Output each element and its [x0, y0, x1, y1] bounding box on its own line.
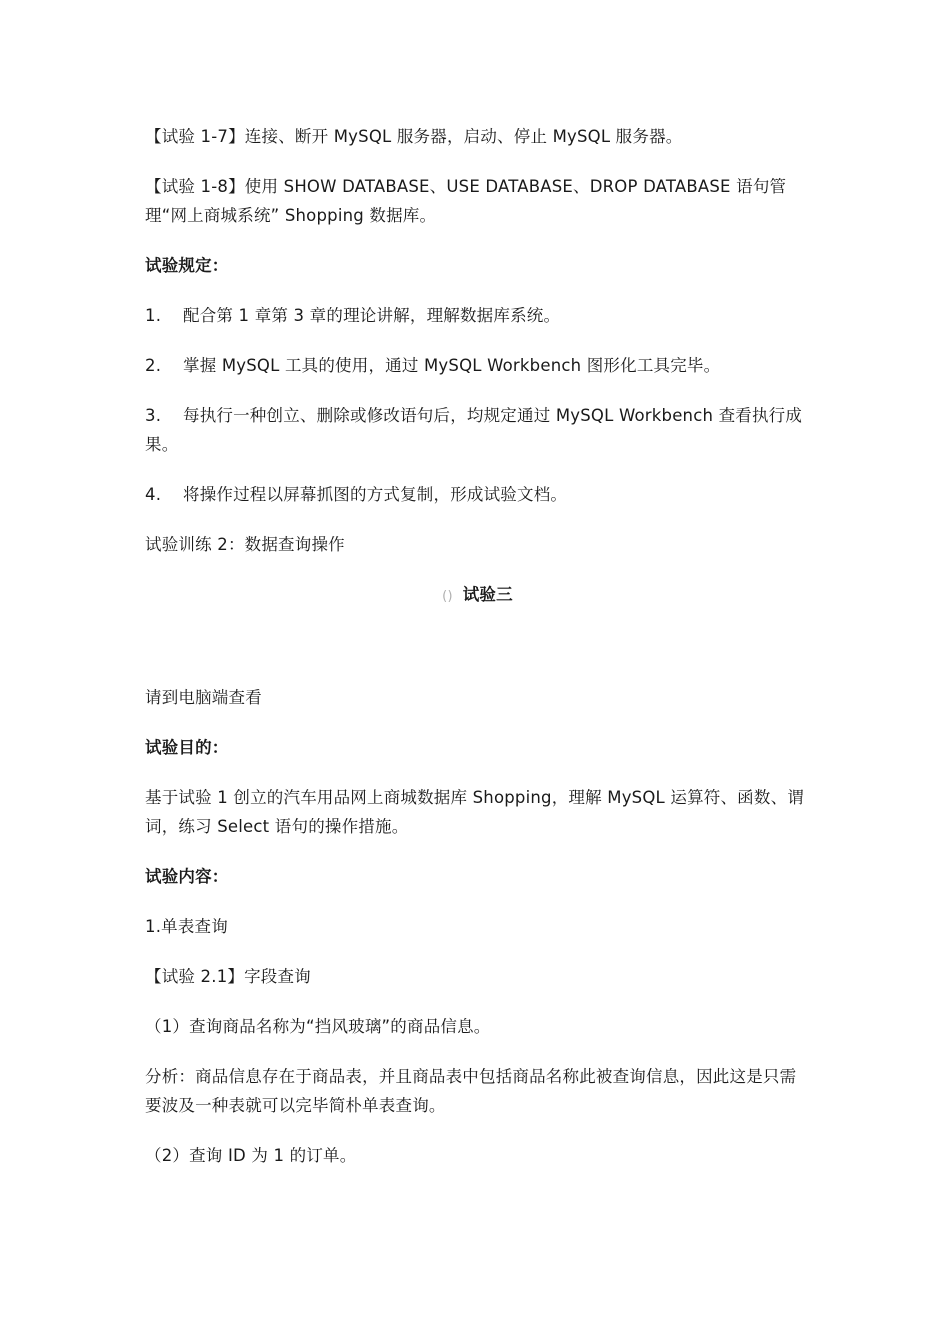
- requirement-item-1: [145, 301, 810, 330]
- requirement-text: 配合第 1 章第 3 章的理论讲解，理解数据库系统。: [183, 306, 561, 325]
- requirement-item-2: [145, 351, 810, 380]
- single-table-query: 1.单表查询: [145, 917, 228, 936]
- requirement-item-4: [145, 480, 810, 509]
- requirement-number: 4.: [145, 485, 162, 504]
- requirement-item-3: [145, 401, 810, 459]
- paragraph-exp-1-8: 【试验 1-8】使用 SHOW DATABASE、USE DATABASE、DROP DATABASE 语句管理“网上商城系统” Shopping 数据库。: [145, 177, 787, 225]
- requirement-text: 每执行一种创立、删除或修改语句后，均规定通过 MySQL Workbench 查看执行成果。: [145, 406, 803, 454]
- analysis-text: 分析：商品信息存在于商品表，并且商品表中包括商品名称此被查询信息，因此这是只需要波及一种表就可以完毕简朴单表查询。: [145, 1067, 797, 1115]
- training-title: 试验训练 2：数据查询操作: [145, 535, 345, 554]
- document-body: [145, 122, 810, 1191]
- requirement-number: 1.: [145, 306, 162, 325]
- paragraph-exp-1-7: 【试验 1-7】连接、断开 MySQL 服务器，启动、停止 MySQL 服务器。: [145, 127, 683, 146]
- section-heading: [145, 580, 810, 611]
- heading-text: 试验三: [462, 585, 513, 604]
- requirement-text: 掌握 MySQL 工具的使用，通过 MySQL Workbench 图形化工具完毕。: [183, 356, 721, 375]
- content-title: 试验内容：: [145, 867, 229, 886]
- purpose-text: 基于试验 1 创立的汽车用品网上商城数据库 Shopping，理解 MySQL 运算符、函数、谓词，练习 Select 语句的操作措施。: [145, 788, 804, 836]
- requirement-number: 2.: [145, 356, 162, 375]
- exp-2-1-title: 【试验 2.1】字段查询: [145, 967, 311, 986]
- heading-number: (): [442, 589, 453, 604]
- requirement-text: 将操作过程以屏幕抓图的方式复制，形成试验文档。: [183, 485, 568, 504]
- view-on-pc-text: 请到电脑端查看: [145, 688, 262, 707]
- purpose-title: 试验目的：: [145, 738, 229, 757]
- requirement-number: 3.: [145, 406, 162, 425]
- query-1: （1）查询商品名称为“挡风玻璃”的商品信息。: [145, 1017, 491, 1036]
- requirements-title: 试验规定：: [145, 256, 229, 275]
- query-2: （2）查询 ID 为 1 的订单。: [145, 1146, 357, 1165]
